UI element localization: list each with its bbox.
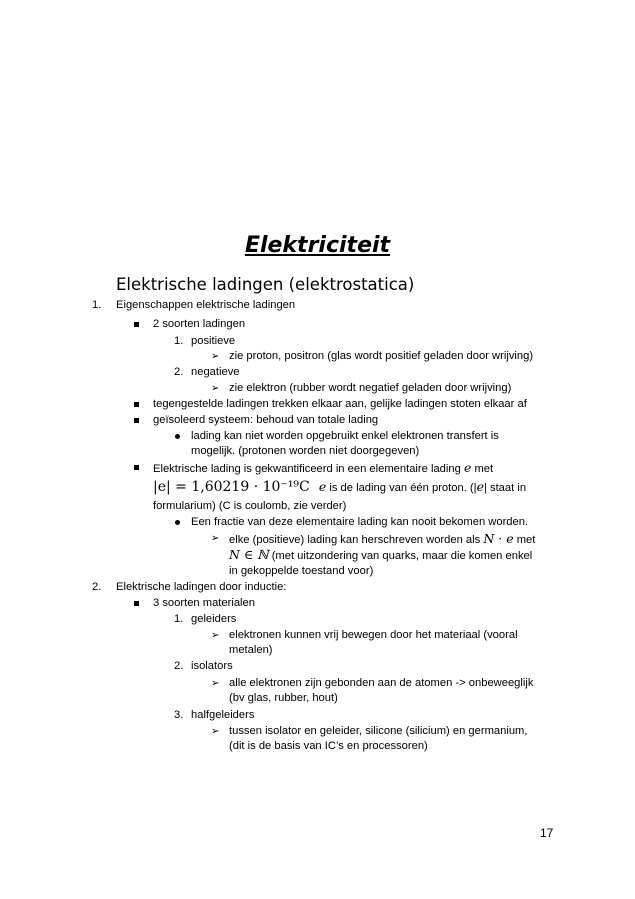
list-item: zie elektron (rubber wordt negatief geladen door wrijving) (229, 382, 512, 394)
list-number: 1. (92, 299, 102, 311)
round-bullet-icon (175, 520, 180, 525)
list-item: positieve (191, 335, 236, 347)
list-item-continuation: (dit is de basis van IC’s en processoren) (229, 740, 428, 752)
list-item-continuation: formularium) (C is coulomb, zie verder) (153, 500, 347, 512)
page-title: Elektriciteit (244, 233, 391, 258)
math-symbol: e (463, 460, 472, 475)
list-number: 2. (174, 660, 184, 672)
list-item-text: Elektrische lading is gekwantificeerd in een elementaire lading (153, 463, 461, 475)
list-item (153, 460, 493, 477)
list-item: halfgeleiders (191, 709, 255, 721)
list-item: elektronen kunnen vrij bewegen door het materiaal (vooral (229, 629, 518, 641)
square-bullet-icon (134, 601, 139, 606)
list-number: 2. (174, 366, 184, 378)
formula-line (153, 478, 526, 497)
list-item-text: met (516, 534, 536, 546)
list-item-continuation: mogelijk. (protonen worden niet doorgegeven) (191, 445, 420, 457)
formula: |e| = 1,60219 · 10⁻¹⁹C (153, 479, 310, 495)
list-item-continuation: (bv glas, rubber, hout) (229, 692, 338, 704)
section-heading: Elektrische ladingen (elektrostatica) (116, 275, 415, 294)
math-symbol: e (476, 479, 484, 494)
round-bullet-icon (175, 434, 180, 439)
list-item: geïsoleerd systeem: behoud van totale lading (153, 414, 379, 426)
list-item: geleiders (191, 613, 237, 625)
list-number: 3. (174, 709, 184, 721)
arrow-bullet-icon: ➢ (211, 383, 220, 394)
list-item: isolators (191, 660, 233, 672)
list-number: 1. (174, 335, 184, 347)
list-item-text: elke (positieve) lading kan herschreven worden als (229, 534, 481, 546)
page-number: 17 (540, 826, 554, 840)
list-item (229, 531, 535, 548)
list-item-continuation: metalen) (229, 644, 273, 656)
arrow-bullet-icon: ➢ (211, 351, 220, 362)
list-item: Een fractie van deze elementaire lading kan nooit bekomen worden. (191, 516, 529, 528)
math-symbol: e (318, 479, 327, 494)
list-item-heading: Eigenschappen elektrische ladingen (116, 299, 296, 311)
arrow-bullet-icon: ➢ (211, 678, 220, 689)
list-number: 1. (174, 613, 184, 625)
list-item-text: | staat in (483, 482, 527, 494)
list-item: tussen isolator en geleider, silicone (silicium) en germanium, (229, 725, 528, 737)
square-bullet-icon (134, 418, 139, 423)
arrow-bullet-icon: ➢ (211, 630, 220, 641)
math-expression: N · e (483, 531, 514, 546)
arrow-bullet-icon: ➢ (211, 533, 220, 544)
list-item-text: is de lading van één proton. (| (329, 482, 477, 494)
square-bullet-icon (134, 402, 139, 407)
list-item: alle elektronen zijn gebonden aan de atomen -> onbeweeglijk (229, 677, 534, 689)
list-item: tegengestelde ladingen trekken elkaar aan, gelijke ladingen stoten elkaar af (153, 398, 527, 410)
list-item-continuation: in gekoppelde toestand voor) (229, 565, 374, 577)
list-item-continuation (229, 547, 532, 564)
list-item: lading kan niet worden opgebruikt enkel elektronen transfert is (191, 430, 499, 442)
list-item-text: met (474, 463, 494, 475)
list-item: 3 soorten materialen (153, 597, 255, 609)
square-bullet-icon (134, 322, 139, 327)
square-bullet-icon (134, 465, 139, 470)
math-expression: N ∈ ℕ (229, 547, 269, 562)
list-item: negatieve (191, 366, 240, 378)
list-item-heading: Elektrische ladingen door inductie: (116, 581, 287, 593)
list-item: zie proton, positron (glas wordt positief geladen door wrijving) (229, 350, 534, 362)
list-item-text: (met uitzondering van quarks, maar die komen enkel (271, 550, 533, 562)
list-item: 2 soorten ladingen (153, 318, 246, 330)
arrow-bullet-icon: ➢ (211, 726, 220, 737)
list-number: 2. (92, 581, 102, 593)
